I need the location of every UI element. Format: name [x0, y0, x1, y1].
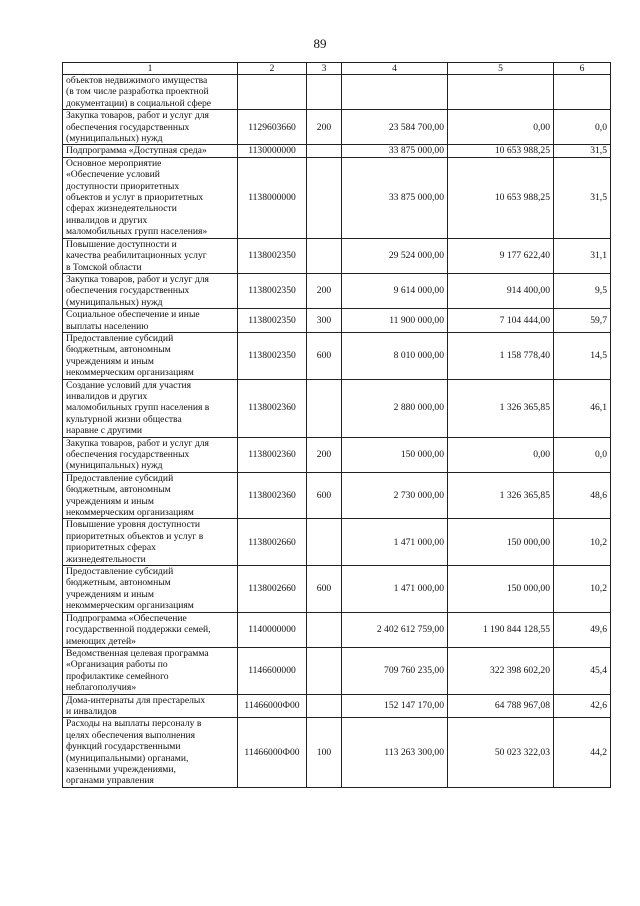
- column-header: 6: [554, 63, 611, 75]
- column-header: 2: [238, 63, 307, 75]
- cell-planned-amount: 709 760 235,00: [342, 647, 448, 694]
- cell-planned-amount: 2 402 612 759,00: [342, 612, 448, 647]
- cell-expense-type: [307, 75, 342, 110]
- cell-percent: 0,0: [554, 437, 611, 472]
- cell-code: 11466000Ф00: [238, 718, 307, 787]
- cell-name: Закупка товаров, работ и услуг для обеспечения государственных (муниципальных) нужд: [63, 437, 238, 472]
- table-row: [63, 379, 611, 437]
- cell-code: 1138002360: [238, 437, 307, 472]
- cell-expense-type: [307, 238, 342, 273]
- cell-name: Повышение уровня доступности приоритетных объектов и услуг в приоритетных сферах жизнедеятельности: [63, 519, 238, 566]
- cell-code: 11466000Ф00: [238, 694, 307, 718]
- cell-expense-type: [307, 145, 342, 157]
- column-header: 3: [307, 63, 342, 75]
- cell-planned-amount: 152 147 170,00: [342, 694, 448, 718]
- table-row: [63, 332, 611, 379]
- table-row: [63, 309, 611, 333]
- cell-name: Закупка товаров, работ и услуг для обеспечения государственных (муниципальных) нужд: [63, 110, 238, 145]
- cell-actual-amount: [448, 75, 554, 110]
- cell-percent: 0,0: [554, 110, 611, 145]
- cell-code: 1138002360: [238, 472, 307, 519]
- cell-name: Расходы на выплаты персоналу в целях обеспечения выполнения функций государственными (муниципальными) органами, казенными учреждениями, органами управления: [63, 718, 238, 787]
- cell-planned-amount: 11 900 000,00: [342, 309, 448, 333]
- cell-expense-type: [307, 379, 342, 437]
- cell-actual-amount: 1 190 844 128,55: [448, 612, 554, 647]
- cell-planned-amount: 9 614 000,00: [342, 273, 448, 308]
- cell-planned-amount: 1 471 000,00: [342, 566, 448, 613]
- cell-code: 1146600000: [238, 647, 307, 694]
- cell-code: 1138002350: [238, 273, 307, 308]
- cell-expense-type: [307, 519, 342, 566]
- cell-percent: 10,2: [554, 566, 611, 613]
- cell-planned-amount: 2 880 000,00: [342, 379, 448, 437]
- cell-actual-amount: 0,00: [448, 437, 554, 472]
- cell-code: 1138002660: [238, 566, 307, 613]
- cell-name: Социальное обеспечение и иные выплаты населению: [63, 309, 238, 333]
- cell-name: Ведомственная целевая программа «Организация работы по профилактике семейного неблагополучия»: [63, 647, 238, 694]
- table-body: [63, 75, 611, 788]
- table-row: [63, 694, 611, 718]
- cell-actual-amount: 9 177 622,40: [448, 238, 554, 273]
- cell-expense-type: [307, 157, 342, 238]
- cell-expense-type: 600: [307, 566, 342, 613]
- cell-expense-type: 600: [307, 332, 342, 379]
- cell-actual-amount: 150 000,00: [448, 566, 554, 613]
- cell-name: Предоставление субсидий бюджетным, автономным учреждениям и иным некоммерческим организациям: [63, 332, 238, 379]
- page-number: 89: [313, 36, 327, 51]
- cell-code: 1138000000: [238, 157, 307, 238]
- cell-actual-amount: 50 023 322,03: [448, 718, 554, 787]
- cell-code: [238, 75, 307, 110]
- cell-percent: 10,2: [554, 519, 611, 566]
- cell-name: Подпрограмма «Доступная среда»: [63, 145, 238, 157]
- cell-name: Основное мероприятие «Обеспечение условий доступности приоритетных объектов и услуг в приоритетных сферах жизнедеятельности инвалидов и других маломобильных групп населения»: [63, 157, 238, 238]
- cell-planned-amount: 33 875 000,00: [342, 157, 448, 238]
- cell-actual-amount: 7 104 444,00: [448, 309, 554, 333]
- cell-code: 1138002660: [238, 519, 307, 566]
- cell-planned-amount: 2 730 000,00: [342, 472, 448, 519]
- cell-name: Предоставление субсидий бюджетным, автономным учреждениям и иным некоммерческим организациям: [63, 472, 238, 519]
- table-header-row: [63, 63, 611, 75]
- cell-code: 1138002350: [238, 332, 307, 379]
- cell-planned-amount: 8 010 000,00: [342, 332, 448, 379]
- cell-percent: 48,6: [554, 472, 611, 519]
- table-row: [63, 566, 611, 613]
- cell-actual-amount: 1 158 778,40: [448, 332, 554, 379]
- cell-name: Дома-интернаты для престарелых и инвалидов: [63, 694, 238, 718]
- cell-expense-type: [307, 612, 342, 647]
- cell-expense-type: 200: [307, 437, 342, 472]
- cell-planned-amount: 1 471 000,00: [342, 519, 448, 566]
- cell-name: объектов недвижимого имущества (в том числе разработка проектной документации) в социальной сфере: [63, 75, 238, 110]
- cell-percent: 49,6: [554, 612, 611, 647]
- cell-name: Подпрограмма «Обеспечение государственной поддержки семей, имеющих детей»: [63, 612, 238, 647]
- cell-percent: 59,7: [554, 309, 611, 333]
- cell-planned-amount: 150 000,00: [342, 437, 448, 472]
- column-header: 4: [342, 63, 448, 75]
- cell-percent: 14,5: [554, 332, 611, 379]
- cell-code: 1138002350: [238, 309, 307, 333]
- cell-planned-amount: 33 875 000,00: [342, 145, 448, 157]
- cell-percent: 31,5: [554, 157, 611, 238]
- cell-name: Создание условий для участия инвалидов и других маломобильных групп населения в культурной жизни общества наравне с другими: [63, 379, 238, 437]
- cell-code: 1129603660: [238, 110, 307, 145]
- column-header: 5: [448, 63, 554, 75]
- cell-percent: 31,5: [554, 145, 611, 157]
- cell-code: 1138002350: [238, 238, 307, 273]
- table-row: [63, 437, 611, 472]
- cell-expense-type: [307, 694, 342, 718]
- cell-percent: 42,6: [554, 694, 611, 718]
- cell-actual-amount: 1 326 365,85: [448, 472, 554, 519]
- cell-actual-amount: 322 398 602,20: [448, 647, 554, 694]
- cell-planned-amount: 23 584 700,00: [342, 110, 448, 145]
- table-row: [63, 612, 611, 647]
- cell-actual-amount: 64 788 967,08: [448, 694, 554, 718]
- cell-name: Повышение доступности и качества реабилитационных услуг в Томской области: [63, 238, 238, 273]
- column-header: 1: [63, 63, 238, 75]
- table-row: [63, 75, 611, 110]
- cell-expense-type: 200: [307, 273, 342, 308]
- cell-percent: 46,1: [554, 379, 611, 437]
- table-row: [63, 647, 611, 694]
- cell-expense-type: 600: [307, 472, 342, 519]
- table-row: [63, 145, 611, 157]
- cell-actual-amount: 10 653 988,25: [448, 157, 554, 238]
- table-row: [63, 110, 611, 145]
- cell-code: 1140000000: [238, 612, 307, 647]
- cell-expense-type: 300: [307, 309, 342, 333]
- cell-planned-amount: [342, 75, 448, 110]
- cell-code: 1130000000: [238, 145, 307, 157]
- cell-expense-type: [307, 647, 342, 694]
- cell-planned-amount: 113 263 300,00: [342, 718, 448, 787]
- budget-table: [62, 62, 611, 788]
- cell-planned-amount: 29 524 000,00: [342, 238, 448, 273]
- cell-code: 1138002360: [238, 379, 307, 437]
- cell-percent: [554, 75, 611, 110]
- table-row: [63, 273, 611, 308]
- cell-actual-amount: 150 000,00: [448, 519, 554, 566]
- cell-percent: 9,5: [554, 273, 611, 308]
- cell-name: Предоставление субсидий бюджетным, автономным учреждениям и иным некоммерческим организациям: [63, 566, 238, 613]
- cell-actual-amount: 0,00: [448, 110, 554, 145]
- cell-expense-type: 200: [307, 110, 342, 145]
- cell-name: Закупка товаров, работ и услуг для обеспечения государственных (муниципальных) нужд: [63, 273, 238, 308]
- cell-percent: 31,1: [554, 238, 611, 273]
- cell-actual-amount: 1 326 365,85: [448, 379, 554, 437]
- table-row: [63, 718, 611, 787]
- table-row: [63, 157, 611, 238]
- cell-actual-amount: 10 653 988,25: [448, 145, 554, 157]
- cell-actual-amount: 914 400,00: [448, 273, 554, 308]
- cell-expense-type: 100: [307, 718, 342, 787]
- cell-percent: 45,4: [554, 647, 611, 694]
- table-row: [63, 238, 611, 273]
- cell-percent: 44,2: [554, 718, 611, 787]
- table-row: [63, 472, 611, 519]
- table-row: [63, 519, 611, 566]
